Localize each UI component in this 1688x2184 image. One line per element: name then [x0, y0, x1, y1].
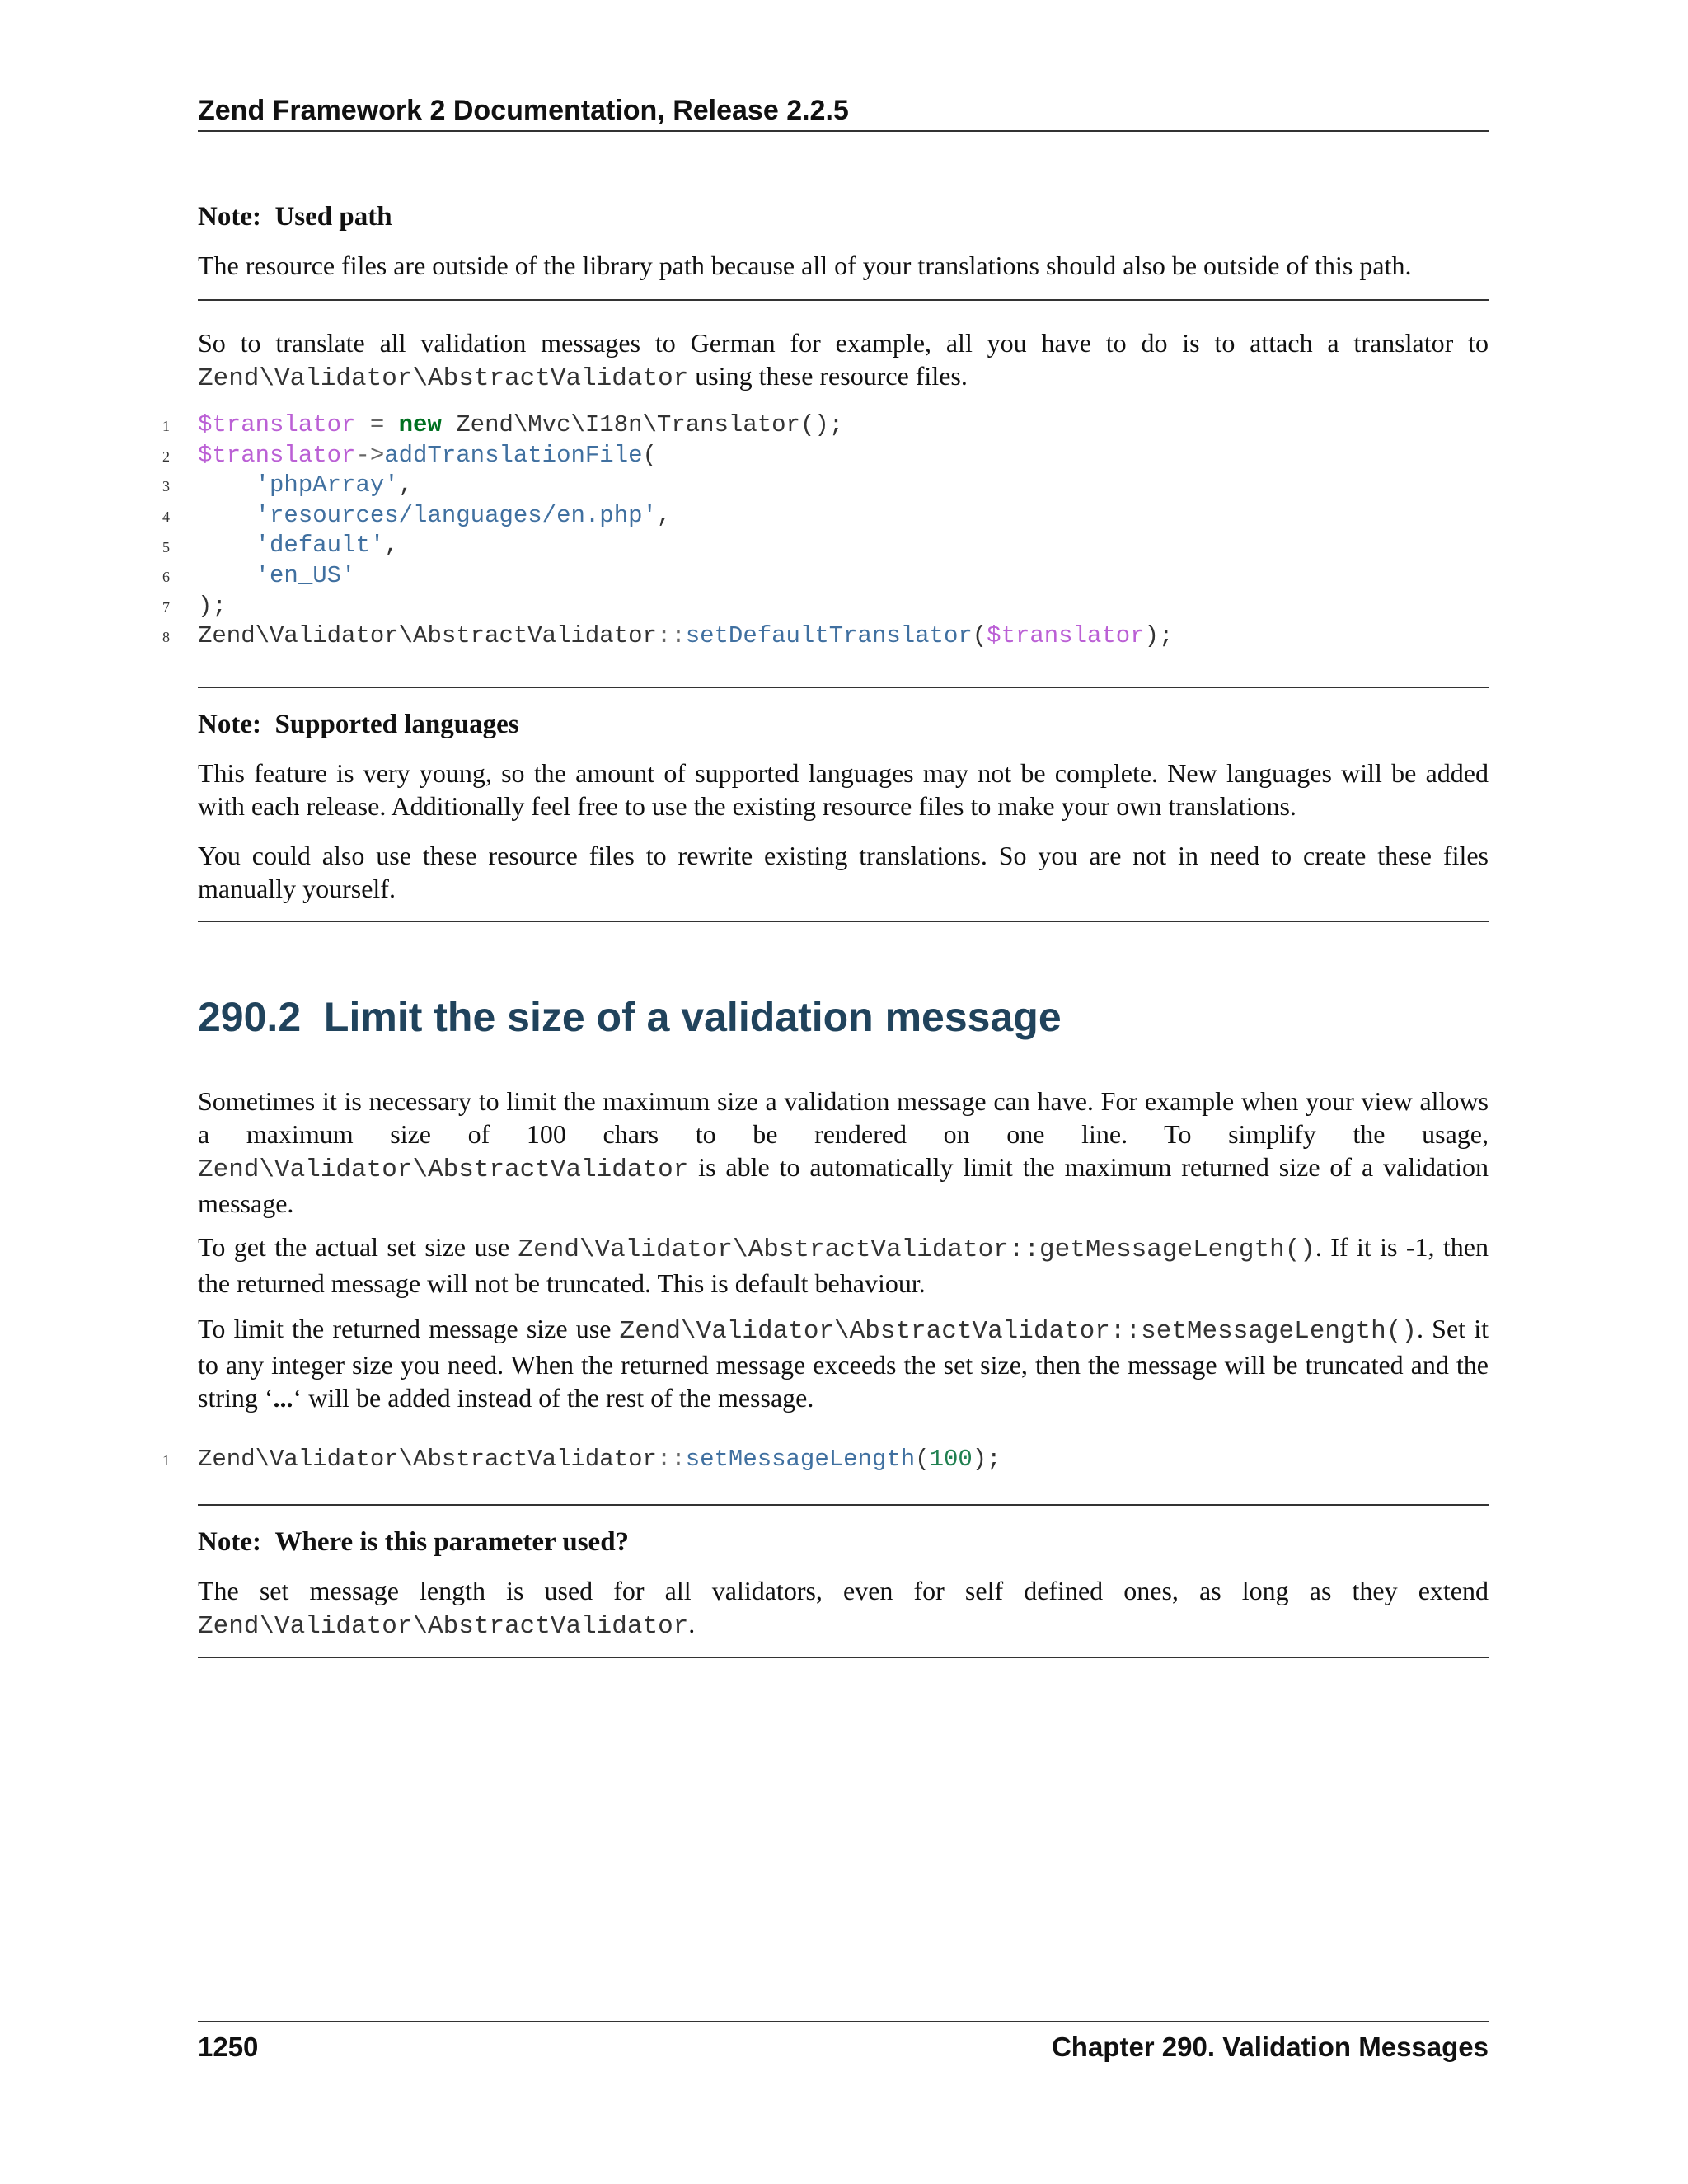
note-supported-languages-body-2: You could also use these resource files to rewrite existing translations. So you are not in need to create these files manually yourself.: [198, 841, 1489, 903]
note-label: Note:: [198, 710, 261, 739]
note-divider: [198, 299, 1489, 301]
line-number: 8: [162, 629, 170, 645]
code-line: $translator->addTranslationFile(: [198, 441, 657, 469]
paragraph-text: .: [688, 1609, 696, 1638]
ellipsis-string: ...: [273, 1383, 293, 1413]
running-header: Zend Framework 2 Documentation, Release 2.2.5: [198, 92, 1489, 132]
note-title: Supported languages: [274, 710, 519, 739]
line-number: 3: [162, 478, 170, 494]
note-label: Note:: [198, 202, 261, 232]
code-lines: [198, 410, 1489, 652]
code-line: Zend\Validator\AbstractValidator::setMessageLength(100);: [198, 1446, 1001, 1473]
note-divider: [198, 1504, 1489, 1506]
note-label: Note:: [198, 1527, 261, 1557]
code-line: Zend\Validator\AbstractValidator::setDefaultTranslator($translator);: [198, 622, 1174, 650]
paragraph-set-length: [198, 1312, 1489, 1414]
section-heading: [198, 992, 1062, 1042]
paragraph-text: . If it is -1, then the returned message will not be truncated. This is default behaviour.: [198, 1232, 1489, 1298]
paragraph-translate: [198, 326, 1489, 396]
line-number: 1: [162, 1452, 170, 1469]
paragraph-limit-size: [198, 1085, 1489, 1220]
line-number: 5: [162, 539, 170, 555]
line-number: 6: [162, 569, 170, 585]
inline-code: Zend\Validator\AbstractValidator: [198, 1612, 689, 1641]
note-parameter-body: [198, 1574, 1489, 1643]
paragraph-text: To limit the returned message size use: [198, 1314, 620, 1343]
paragraph-text: is able to automatically limit the maximum returned size of a validation message.: [198, 1152, 1489, 1218]
note-divider: [198, 687, 1489, 688]
line-number: 7: [162, 599, 170, 616]
paragraph-text: The set message length is used for all validators, even for self defined ones, as long as they extend: [198, 1576, 1489, 1605]
section-title: Limit the size of a validation message: [323, 994, 1062, 1040]
section-number: 290.2: [198, 994, 302, 1040]
chapter-title: Chapter 290. Validation Messages: [1051, 2032, 1489, 2062]
paragraph-text: To get the actual set size use: [198, 1232, 518, 1262]
inline-code: Zend\Validator\AbstractValidator::setMessageLength(): [619, 1317, 1417, 1346]
code-line: $translator = new Zend\Mvc\I18n\Translator();: [198, 411, 844, 438]
paragraph-text: Sometimes it is necessary to limit the maximum size a validation message can have. For example when your view allows a maximum size of 100 chars to be rendered on one line. To simplify the usage,: [198, 1086, 1489, 1149]
line-number: 4: [162, 509, 170, 525]
note-divider: [198, 921, 1489, 922]
note-used-path-title: [198, 199, 392, 234]
paragraph-get-length: [198, 1230, 1489, 1300]
paragraph-text: using these resource files.: [688, 361, 968, 391]
code-line: 'en_US': [255, 561, 356, 589]
note-supported-languages-title: [198, 707, 519, 742]
page-number: 1250: [198, 2032, 259, 2062]
paragraph-text: ‘ will be added instead of the rest of the message.: [293, 1383, 814, 1413]
note-supported-languages-body: This feature is very young, so the amount of supported languages may not be complete. New languages will be added with each release. Additionally feel free to use the existing resource files to make your own translations.: [198, 758, 1489, 821]
code-line: 'default',: [255, 532, 399, 560]
paragraph-text: So to translate all validation messages to German for example, all you have to do is to attach a translator to: [198, 328, 1489, 358]
code-line: );: [198, 592, 227, 620]
inline-code: Zend\Validator\AbstractValidator: [198, 364, 689, 393]
line-number: 2: [162, 448, 170, 465]
note-used-path-body: The resource files are outside of the library path because all of your translations should also be outside of this path.: [198, 251, 1412, 280]
inline-code: Zend\Validator\AbstractValidator: [198, 1155, 689, 1184]
note-divider: [198, 1657, 1489, 1658]
note-title: Used path: [274, 202, 392, 232]
code-line: 'resources/languages/en.php',: [255, 501, 672, 529]
code-line: 'phpArray',: [255, 471, 414, 499]
line-number: 1: [162, 418, 170, 434]
inline-code: Zend\Validator\AbstractValidator::getMessageLength(): [518, 1235, 1315, 1264]
note-parameter-title: [198, 1525, 629, 1559]
paragraph-text: . Set it to any integer size you need. When the returned message exceeds the set size, then the message will be truncated and the string ‘: [198, 1314, 1489, 1413]
page-footer: [198, 2021, 1489, 2065]
note-title: Where is this parameter used?: [274, 1527, 630, 1557]
